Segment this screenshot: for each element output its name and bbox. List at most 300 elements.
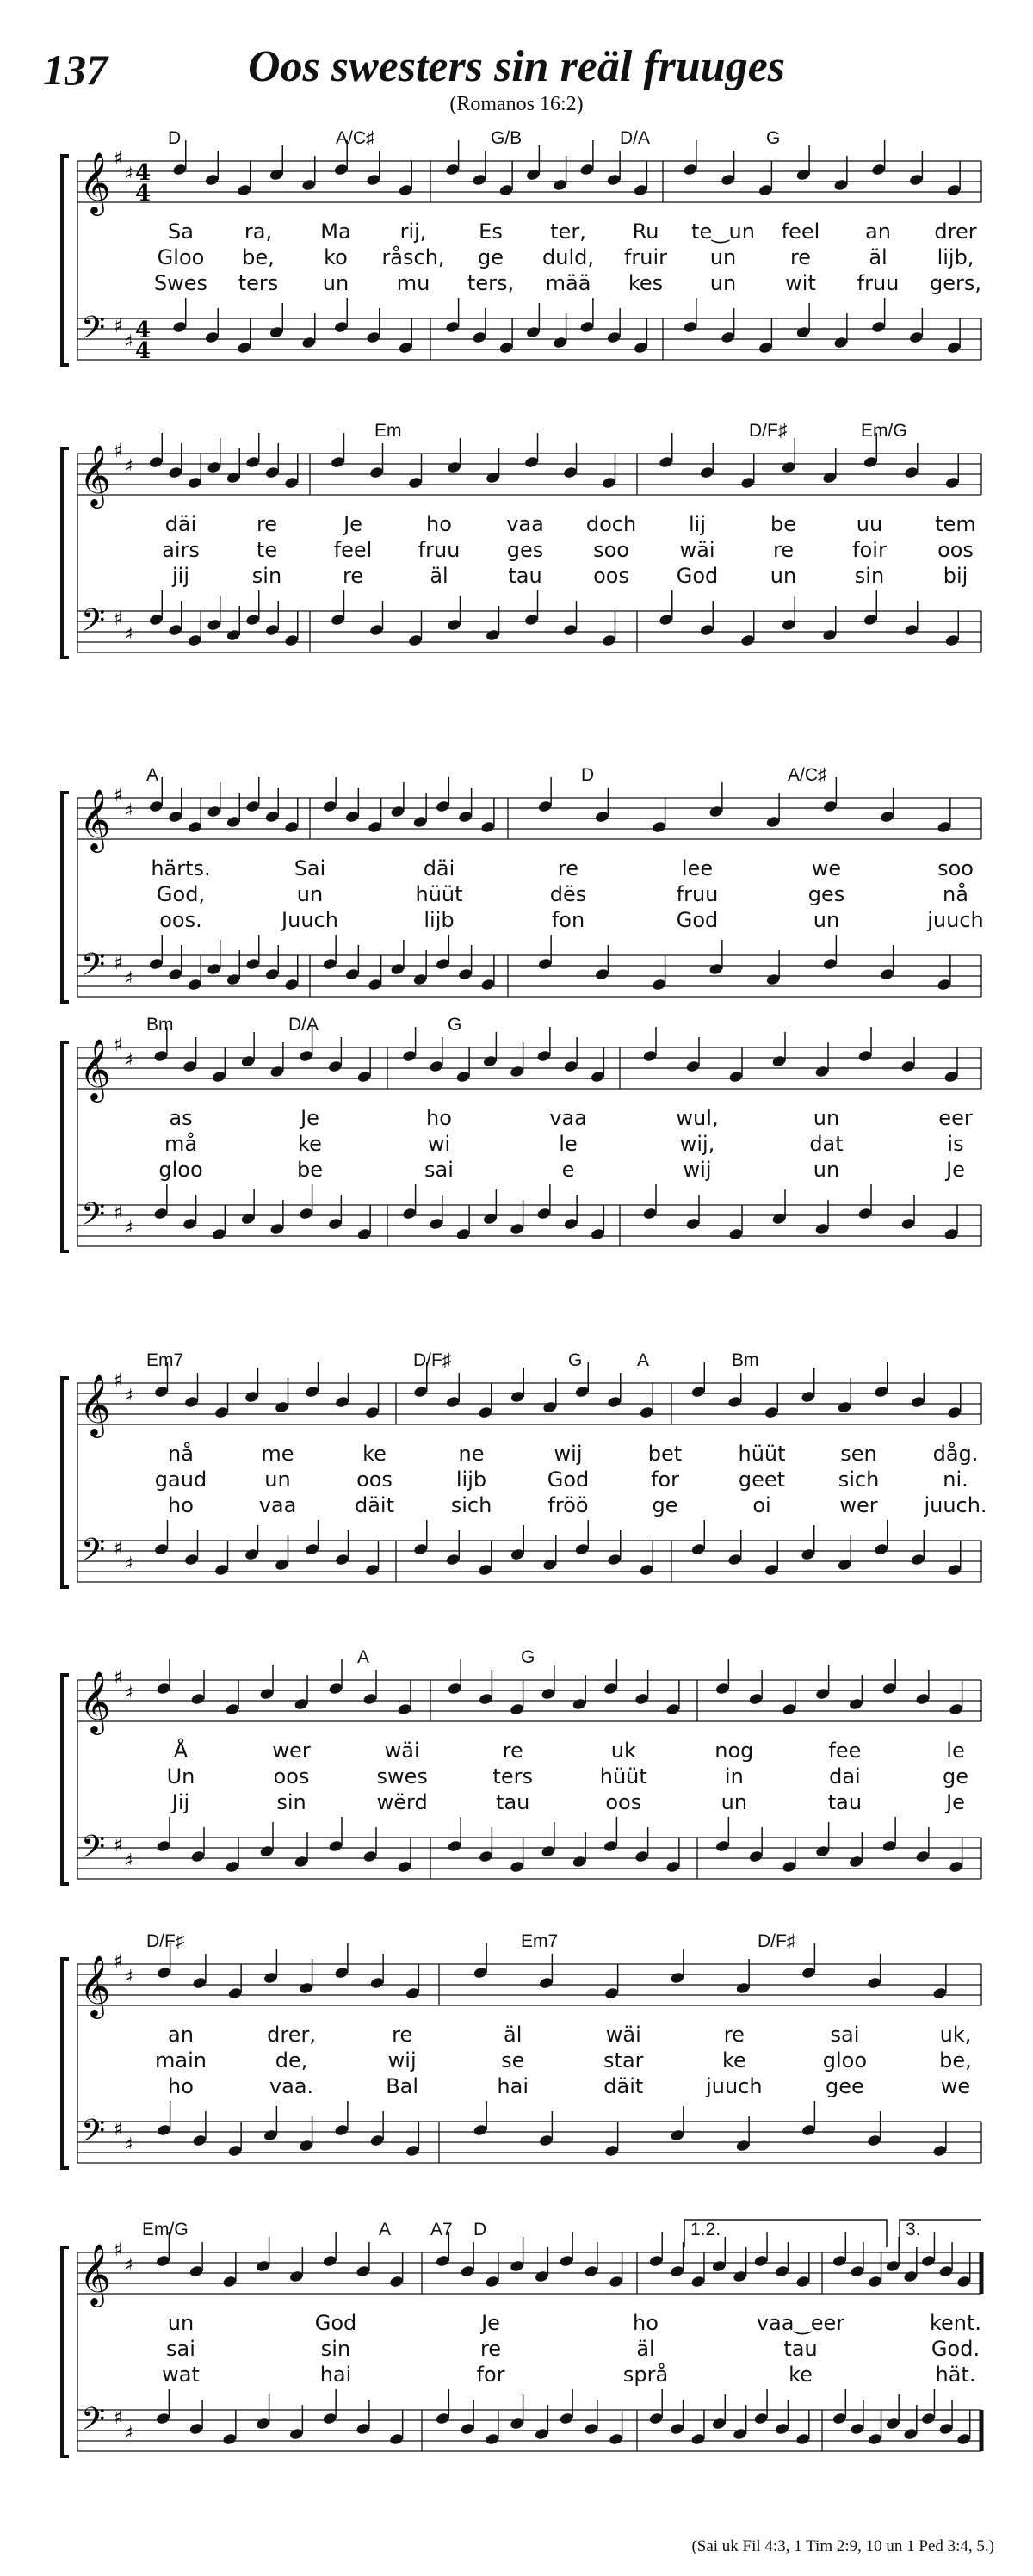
lyric-syllable: språ (622, 2363, 669, 2387)
bass-clef-icon: 𝄢 (81, 602, 106, 646)
chord-symbol: G (448, 1015, 462, 1035)
lyric-syllable: feel (333, 538, 373, 562)
lyric-syllable: wit (785, 271, 816, 295)
lyric-syllable: jij (171, 564, 190, 588)
lyric-syllable: we (811, 856, 842, 880)
treble-notes (148, 777, 299, 834)
chord-symbol: Em (374, 421, 402, 441)
lyric-syllable: tau (783, 2337, 818, 2361)
lyric-syllable: re (723, 2023, 745, 2047)
bass-notes (435, 2389, 623, 2446)
lyric-syllable: dës (549, 882, 587, 906)
chord-symbol: G/B (491, 128, 523, 148)
song-title: Oos swesters sin reäl fruuges (247, 42, 786, 91)
lyric-syllable: wij (683, 1158, 712, 1182)
bass-notes (537, 935, 952, 991)
bass-notes (447, 1817, 681, 1874)
lyric-syllable: be, (939, 2048, 972, 2073)
lyric-syllable: wërd (376, 1790, 428, 1814)
key-sharp-icon: ♯ (114, 148, 123, 170)
lyric-syllable: wij (554, 1442, 583, 1466)
lyric-syllable: wul, (676, 1106, 719, 1130)
lyric-syllable: dat (809, 1132, 844, 1156)
lyric-syllable: uk (610, 1739, 636, 1763)
time-signature: 4 (135, 181, 152, 207)
treble-notes (447, 1659, 681, 1716)
treble-notes (155, 2232, 404, 2289)
lyric-syllable: härts. (151, 856, 211, 880)
lyric-syllable: is (947, 1132, 964, 1156)
lyric-syllable: tau (496, 1790, 530, 1814)
lyric-syllable: äl (430, 564, 448, 588)
lyric-syllable: foir (852, 538, 887, 562)
lyric-syllable: lijb (424, 908, 455, 932)
lyric-syllable: star (603, 2048, 644, 2073)
lyric-syllable: vaa (549, 1106, 587, 1130)
key-sharp-icon: ♯ (114, 608, 123, 630)
lyric-syllable: sin (320, 2337, 351, 2361)
lyric-syllable: Å (173, 1739, 189, 1763)
key-sharp-icon: ♯ (124, 624, 133, 646)
music-system (52, 125, 999, 400)
lyric-syllable: re (392, 2023, 413, 2047)
lyric-syllable: hüüt (738, 1442, 786, 1466)
key-sharp-icon: ♯ (114, 785, 123, 806)
bass-notes (659, 590, 960, 647)
treble-clef-icon: 𝄞 (79, 151, 111, 213)
lyric-syllable: Je (300, 1106, 319, 1130)
lyric-syllable: wäi (384, 1739, 420, 1763)
chord-symbol: D/A (620, 128, 651, 148)
lyric-syllable: Es (479, 219, 503, 244)
chord-symbol: D/F♯ (758, 1931, 796, 1951)
lyric-syllable: ters (238, 271, 279, 295)
bass-notes (157, 2101, 421, 2158)
treble-clef-icon: 𝄞 (79, 1037, 111, 1100)
lyric-syllable: ke (298, 1132, 322, 1156)
lyric-syllable: wij, (679, 1132, 715, 1156)
chord-symbol: G (568, 1350, 583, 1370)
lyric-syllable: fon (551, 908, 585, 932)
time-signature: 4 (135, 338, 152, 364)
chord-symbol: A/C♯ (336, 128, 375, 148)
key-sharp-icon: ♯ (124, 331, 133, 353)
treble-notes (331, 433, 617, 490)
chord-symbol: Em7 (521, 1931, 559, 1951)
lyric-syllable: geet (738, 1467, 786, 1492)
treble-notes (832, 2232, 971, 2289)
key-sharp-icon: ♯ (124, 164, 133, 185)
lyric-syllable: fruu (676, 882, 719, 906)
lyric-syllable: Juuch (281, 908, 338, 932)
lyric-syllable: ters (492, 1764, 533, 1788)
lyric-syllable: un (721, 1790, 748, 1814)
lyric-syllable: soo (937, 856, 974, 880)
lyric-syllable: ke (362, 1442, 387, 1466)
lyric-syllable: fee (828, 1739, 862, 1763)
volta-label-3: 3. (906, 2220, 921, 2239)
bass-notes (473, 2101, 948, 2158)
lyric-syllable: se (501, 2048, 525, 2073)
key-sharp-icon: ♯ (124, 1218, 133, 1239)
lyric-syllable: ke (721, 2048, 746, 2073)
lyric-syllable: ho (168, 1493, 194, 1517)
volta-label-1-2: 1.2. (690, 2220, 721, 2239)
treble-notes (157, 1943, 421, 2000)
lyric-syllable: ter, (550, 219, 586, 244)
lyric-syllable: Sa (168, 219, 194, 244)
bass-notes (153, 1184, 372, 1241)
lyric-syllable: un (813, 908, 840, 932)
music-system (52, 2216, 999, 2492)
treble-notes (683, 140, 962, 197)
lyric-syllable: e (561, 1158, 575, 1182)
song-number: 137 (43, 46, 108, 94)
treble-clef-icon: 𝄞 (79, 2242, 111, 2305)
treble-notes (156, 1659, 412, 1716)
lyric-syllable: ge (478, 245, 504, 269)
lyric-syllable: gee (826, 2074, 864, 2098)
system-bracket (62, 793, 69, 1002)
lyric-syllable: oi (752, 1493, 771, 1517)
bass-staff (77, 955, 981, 997)
lyric-syllable: ho (168, 2074, 194, 2098)
lyric-syllable: mää (545, 271, 591, 295)
key-sharp-icon: ♯ (114, 1202, 123, 1224)
lyric-syllable: ho (426, 512, 452, 536)
lyric-syllable: God (547, 1467, 590, 1492)
lyric-syllable: Un (166, 1764, 195, 1788)
music-system (52, 417, 999, 693)
treble-clef-icon: 𝄞 (79, 1670, 111, 1733)
lyric-syllable: juuch (927, 908, 984, 932)
lyric-syllable: ke (789, 2363, 813, 2387)
lyric-syllable: re (557, 856, 579, 880)
lyric-syllable: as (169, 1106, 193, 1130)
lyric-syllable: Je (946, 1158, 965, 1182)
lyric-syllable: me (261, 1442, 294, 1466)
lyric-syllable: Je (946, 1790, 965, 1814)
chord-symbol: A (146, 765, 159, 785)
key-sharp-icon: ♯ (124, 1050, 133, 1072)
system-bracket (62, 1042, 69, 1251)
key-sharp-icon: ♯ (124, 456, 133, 478)
lyric-syllable: sai (424, 1158, 454, 1182)
scripture-reference: (Romanos 16:2) (449, 93, 584, 115)
lyric-syllable: ni. (943, 1467, 968, 1492)
lyric-syllable: God (314, 2311, 357, 2335)
lyric-syllable: Jij (171, 1790, 190, 1814)
lyric-syllable: tau (827, 1790, 863, 1814)
treble-clef-icon: 𝄞 (79, 1954, 111, 2017)
chord-symbol: G (766, 128, 781, 148)
treble-notes (148, 433, 299, 490)
lyric-syllable: an (168, 2023, 194, 2047)
lyric-syllable: wer (272, 1739, 311, 1763)
lyric-syllable: main (155, 2048, 207, 2073)
lyric-syllable: oos (937, 538, 974, 562)
key-sharp-icon: ♯ (114, 1538, 123, 1560)
lyric-syllable: doch (585, 512, 637, 536)
lyric-syllable: drer (934, 219, 977, 244)
lyric-syllable: le (559, 1132, 578, 1156)
lyric-syllable: äl (504, 2023, 523, 2047)
lyric-syllable: un (322, 271, 349, 295)
lyric-syllable: for (651, 1467, 679, 1492)
bass-staff (77, 2122, 981, 2163)
system-bracket (62, 1959, 69, 2168)
key-sharp-icon: ♯ (114, 1667, 123, 1689)
key-sharp-icon: ♯ (114, 953, 123, 974)
treble-notes (402, 1027, 606, 1084)
lyric-syllable: Sai (294, 856, 326, 880)
system-bracket (62, 2247, 69, 2456)
key-sharp-icon: ♯ (124, 2255, 133, 2276)
bass-notes (445, 298, 649, 355)
bass-notes (156, 1817, 412, 1874)
lyric-syllable: fruu (857, 271, 900, 295)
bass-notes (690, 1520, 962, 1577)
chord-symbol: D/F♯ (146, 1931, 185, 1951)
bass-notes (322, 935, 496, 991)
lyric-syllable: ge (652, 1493, 678, 1517)
lyric-syllable: oos (356, 1467, 393, 1492)
chord-symbol: A7 (430, 2220, 453, 2239)
lyric-syllable: tau (508, 564, 542, 588)
lyric-syllable: sai (166, 2337, 195, 2361)
lyric-syllable: däit (354, 1493, 395, 1517)
treble-staff (77, 798, 981, 839)
lyric-syllable: lij (688, 512, 707, 536)
chord-symbol: A (357, 1647, 370, 1667)
bass-notes (148, 935, 299, 991)
lyric-syllable: hät. (935, 2363, 976, 2387)
lyric-syllable: Je (481, 2311, 500, 2335)
lyric-syllable: ters, (467, 271, 515, 295)
lyric-syllable: uk, (939, 2023, 972, 2047)
lyric-syllable: de, (275, 2048, 308, 2073)
lyric-syllable: wäi (679, 538, 715, 562)
lyric-syllable: re (772, 538, 795, 562)
key-sharp-icon: ♯ (114, 1951, 123, 1973)
lyric-syllable: re (256, 512, 278, 536)
bass-staff (77, 1838, 981, 1879)
lyric-syllable: oos (593, 564, 629, 588)
chord-symbol: D/F♯ (413, 1350, 452, 1370)
bass-notes (683, 298, 962, 355)
lyric-syllable: un (709, 271, 737, 295)
lyric-syllable: mu (396, 271, 430, 295)
lyric-syllable: kes (628, 271, 664, 295)
lyric-syllable: re (479, 2337, 502, 2361)
bass-clef-icon: 𝄢 (81, 947, 106, 991)
chord-symbol: A (637, 1350, 650, 1370)
lyric-syllable: un (709, 245, 737, 269)
lyric-syllable: juuch. (924, 1493, 987, 1517)
bass-notes (154, 1520, 380, 1577)
chord-symbol: A (379, 2220, 392, 2239)
lyric-syllable: for (476, 2363, 505, 2387)
bass-notes (172, 298, 413, 355)
key-sharp-icon: ♯ (124, 968, 133, 990)
lyric-syllable: bet (647, 1442, 683, 1466)
bass-notes (714, 1817, 963, 1874)
lyric-syllable: gloo (158, 1158, 203, 1182)
chord-symbol: Em/G (861, 421, 907, 441)
lyric-syllable: däi (164, 512, 197, 536)
lyric-syllable: rij, (399, 219, 427, 244)
lyric-syllable: tem (935, 512, 976, 536)
lyric-syllable: lijb (455, 1467, 487, 1492)
lyric-syllable: be, (242, 245, 275, 269)
lyric-syllable: un (813, 1106, 840, 1130)
lyric-syllable: wat (162, 2363, 200, 2387)
key-sharp-icon: ♯ (124, 1967, 133, 1988)
lyric-syllable: sich (838, 1467, 880, 1492)
treble-notes (537, 777, 952, 834)
lyric-syllable: an (865, 219, 891, 244)
lyric-syllable: gaud (154, 1467, 207, 1492)
bass-clef-icon: 𝄢 (81, 310, 106, 354)
lyric-syllable: råsch, (381, 245, 445, 269)
lyric-syllable: vaa. (269, 2074, 314, 2098)
chord-symbol: Em/G (142, 2220, 189, 2239)
lyric-syllable: Bal (386, 2074, 419, 2098)
lyric-syllable: vaa (506, 512, 544, 536)
lyric-syllable: wäi (605, 2023, 641, 2047)
lyric-syllable: gers, (930, 271, 981, 295)
lyric-syllable: God (676, 908, 719, 932)
treble-clef-icon: 𝄞 (79, 1373, 111, 1436)
lyric-syllable: re (789, 245, 812, 269)
lyric-syllable: må (164, 1132, 198, 1156)
key-sharp-icon: ♯ (114, 2239, 123, 2261)
lyric-syllable: un (296, 882, 324, 906)
bass-notes (648, 2389, 810, 2446)
lyric-syllable: dai (829, 1764, 861, 1788)
lyric-syllable: duld, (542, 245, 594, 269)
treble-notes (714, 1659, 963, 1716)
lyric-syllable: re (502, 1739, 523, 1763)
lyric-syllable: ra, (244, 219, 273, 244)
bass-notes (413, 1520, 654, 1577)
key-sharp-icon: ♯ (124, 1850, 133, 1872)
lyric-syllable: däit (603, 2074, 644, 2098)
lyric-syllable: wer (839, 1493, 878, 1517)
chord-symbol: A/C♯ (788, 765, 827, 785)
bass-clef-icon: 𝄢 (81, 2401, 106, 2445)
time-signature: 4 (135, 160, 152, 186)
lyric-syllable: fröö (547, 1493, 589, 1517)
lyric-syllable: un (264, 1467, 291, 1492)
lyric-syllable: ho (633, 2311, 659, 2335)
lyric-syllable: le (946, 1739, 965, 1763)
lyric-syllable: in (724, 1764, 744, 1788)
lyric-syllable: God, (156, 882, 206, 906)
key-sharp-icon: ♯ (124, 1683, 133, 1704)
lyric-syllable: ko (324, 245, 348, 269)
lyric-syllable: God. (931, 2337, 980, 2361)
lyric-syllable: be (297, 1158, 323, 1182)
music-system (52, 1644, 999, 1919)
lyric-syllable: äl (869, 245, 888, 269)
system-bracket (62, 1675, 69, 1884)
bass-clef-icon: 𝄢 (81, 2113, 106, 2157)
lyric-syllable: re (342, 564, 364, 588)
treble-notes (648, 2232, 810, 2289)
lyric-syllable: te (256, 538, 278, 562)
lyric-syllable: äl (636, 2337, 655, 2361)
lyric-syllable: juuch (706, 2074, 763, 2098)
lyric-syllable: Je (343, 512, 362, 536)
bass-notes (832, 2389, 971, 2446)
lyric-syllable: feel (781, 219, 820, 244)
bass-notes (155, 2389, 404, 2446)
lyric-syllable: nå (168, 1442, 194, 1466)
lyric-syllable: fruu (418, 538, 461, 562)
lyric-syllable: bij (943, 564, 968, 588)
system-bracket (62, 448, 69, 658)
lyric-syllable: ges (807, 882, 845, 906)
lyric-syllable: sin (251, 564, 282, 588)
key-sharp-icon: ♯ (124, 1554, 133, 1575)
lyric-syllable: nog (714, 1739, 754, 1763)
lyric-syllable: we (940, 2074, 971, 2098)
lyric-syllable: ge (943, 1764, 968, 1788)
treble-notes (322, 777, 496, 834)
key-sharp-icon: ♯ (114, 441, 123, 462)
treble-notes (435, 2232, 623, 2289)
lyric-syllable: ges (506, 538, 544, 562)
lyric-syllable: wi (427, 1132, 451, 1156)
treble-clef-icon: 𝄞 (79, 443, 111, 506)
key-sharp-icon: ♯ (114, 1835, 123, 1856)
lyric-syllable: vaa (258, 1493, 297, 1517)
treble-notes (153, 1027, 372, 1084)
lyric-syllable: swes (376, 1764, 428, 1788)
time-signature: 4 (135, 318, 152, 343)
key-sharp-icon: ♯ (114, 2119, 123, 2140)
lyric-syllable: Gloo (157, 245, 205, 269)
lyric-syllable: nå (943, 882, 968, 906)
treble-staff (77, 1964, 981, 2005)
lyric-syllable: sai (830, 2023, 860, 2047)
treble-staff (77, 1680, 981, 1721)
lyric-syllable: ho (426, 1106, 452, 1130)
chord-symbol: D (473, 2220, 487, 2239)
music-system (52, 762, 999, 1037)
lyric-syllable: oos (605, 1790, 642, 1814)
lyric-syllable: un (813, 1158, 840, 1182)
music-system (52, 1011, 999, 1287)
lyric-syllable: airs (162, 538, 200, 562)
bass-clef-icon: 𝄢 (81, 1196, 106, 1240)
treble-notes (172, 140, 413, 197)
lyric-syllable: be (770, 512, 796, 536)
lyric-syllable: kent. (929, 2311, 982, 2335)
lyric-syllable: un (167, 2311, 195, 2335)
lyric-syllable: lijb, (937, 245, 974, 269)
lyric-syllable: wij (387, 2048, 417, 2073)
lyric-syllable: un (770, 564, 797, 588)
key-sharp-icon: ♯ (124, 2423, 133, 2444)
chord-symbol: D (581, 765, 595, 785)
treble-notes (154, 1362, 380, 1419)
treble-clef-icon: 𝄞 (79, 788, 111, 850)
music-system (52, 1347, 999, 1622)
key-sharp-icon: ♯ (114, 2407, 123, 2429)
key-sharp-icon: ♯ (114, 1370, 123, 1392)
